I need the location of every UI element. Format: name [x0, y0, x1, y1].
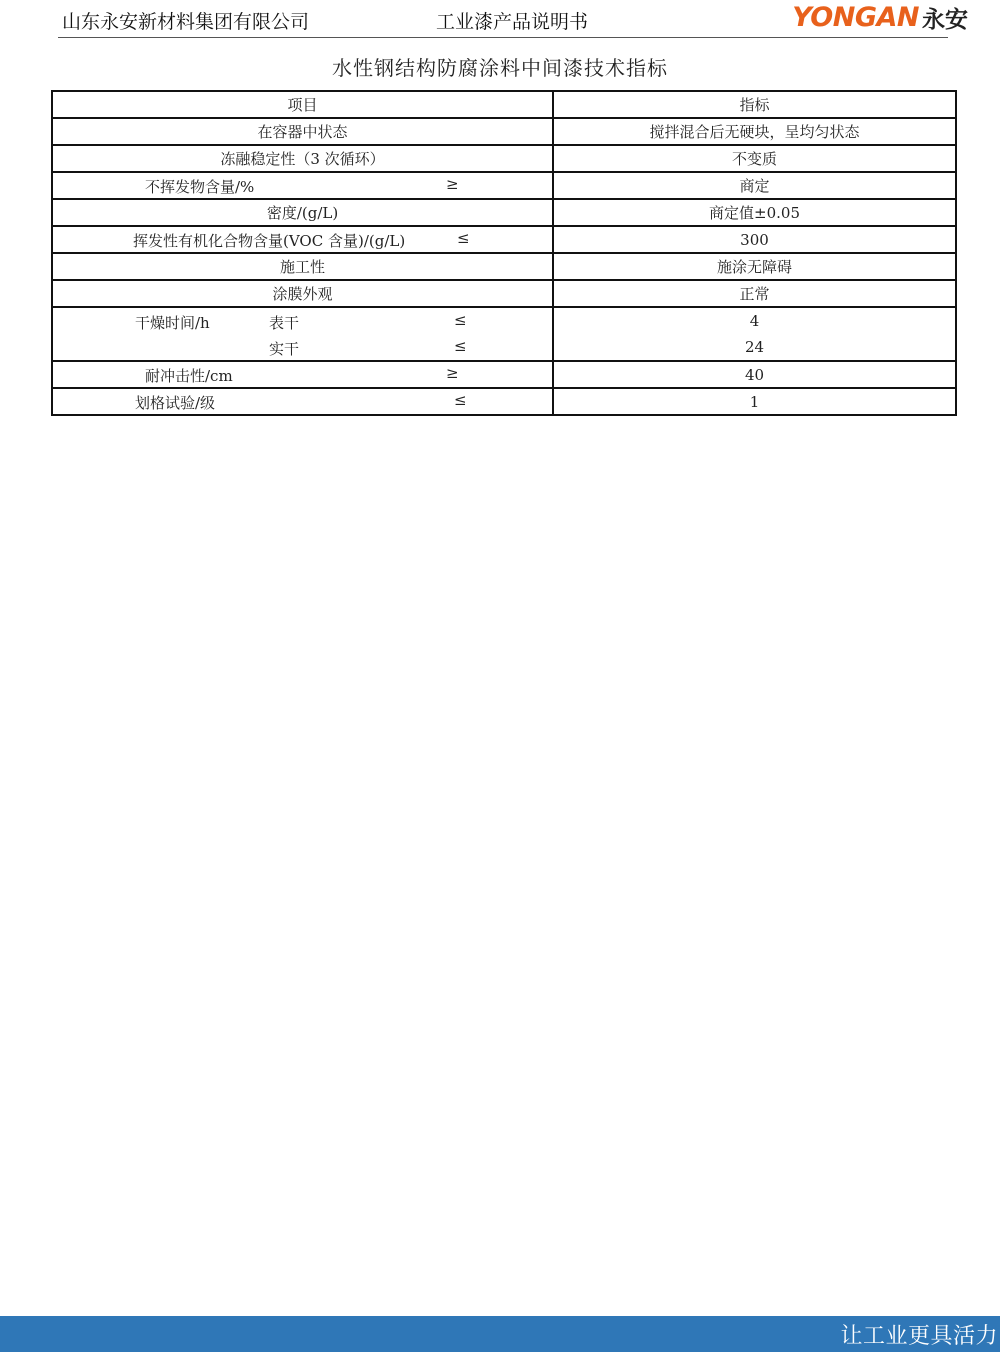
row-item: 划格试验/级: [135, 394, 216, 412]
row-item-cell: [52, 172, 553, 199]
sub-label: 实干: [269, 340, 300, 358]
company-name: 山东永安新材料集团有限公司: [62, 11, 310, 33]
row-item-cell: [52, 361, 553, 388]
row-item: 干燥时间/h: [135, 314, 210, 332]
row-item: 不挥发物含量/%: [145, 178, 255, 196]
row-value: 不变质: [553, 145, 956, 172]
row-value: 40: [553, 361, 956, 388]
logo-text-cn: 永安: [922, 6, 968, 33]
header-item: 项目: [52, 91, 553, 118]
table-row: [52, 253, 956, 280]
row-value: 商定值±0.05: [553, 199, 956, 226]
footer-slogan: 让工业更具活力: [840, 1324, 998, 1349]
row-value: 正常: [553, 280, 956, 307]
row-symbol: ≤: [454, 391, 467, 409]
table-row-drying: [52, 307, 956, 361]
table-row: [52, 226, 956, 253]
table-row: [52, 361, 956, 388]
row-item-cell: [52, 307, 553, 361]
row-symbol: ≤: [454, 311, 467, 329]
table-row: [52, 280, 956, 307]
row-value: 4: [749, 312, 760, 330]
page-title: 水性钢结构防腐涂料中间漆技术指标: [332, 56, 668, 80]
brand-logo: [792, 2, 968, 32]
spec-table: [51, 90, 957, 416]
row-item: 在容器中状态: [52, 118, 553, 145]
row-value: 施涂无障碍: [553, 253, 956, 280]
row-item: 涂膜外观: [52, 280, 553, 307]
row-value-cell: [553, 307, 956, 361]
header-divider: [58, 37, 948, 38]
row-value: 300: [553, 226, 956, 253]
sub-label: 表干: [269, 314, 300, 332]
footer-bar: [0, 1316, 1000, 1352]
row-item: 密度/(g/L): [52, 199, 553, 226]
table-row: [52, 172, 956, 199]
row-item-cell: [52, 388, 553, 415]
row-symbol: ≤: [457, 229, 470, 247]
row-symbol: ≤: [454, 337, 467, 355]
table-row: [52, 199, 956, 226]
table-row: [52, 145, 956, 172]
row-item: 冻融稳定性（3 次循环）: [52, 145, 553, 172]
row-value: 1: [553, 388, 956, 415]
row-item: 挥发性有机化合物含量(VOC 含量)/(g/L): [133, 232, 406, 250]
row-value: 24: [744, 338, 765, 356]
row-item: 耐冲击性/cm: [145, 367, 233, 385]
table-header-row: [52, 91, 956, 118]
table-row: [52, 118, 956, 145]
row-value: 商定: [553, 172, 956, 199]
page-header: [0, 0, 1000, 40]
row-symbol: ≥: [446, 364, 459, 382]
header-index: 指标: [553, 91, 956, 118]
logo-text-en: YONGAN: [792, 1, 919, 33]
table-row: [52, 388, 956, 415]
row-item: 施工性: [52, 253, 553, 280]
row-value: 搅拌混合后无硬块，呈均匀状态: [553, 118, 956, 145]
document-type: 工业漆产品说明书: [436, 11, 589, 33]
row-symbol: ≥: [446, 175, 459, 193]
row-item-cell: [52, 226, 553, 253]
